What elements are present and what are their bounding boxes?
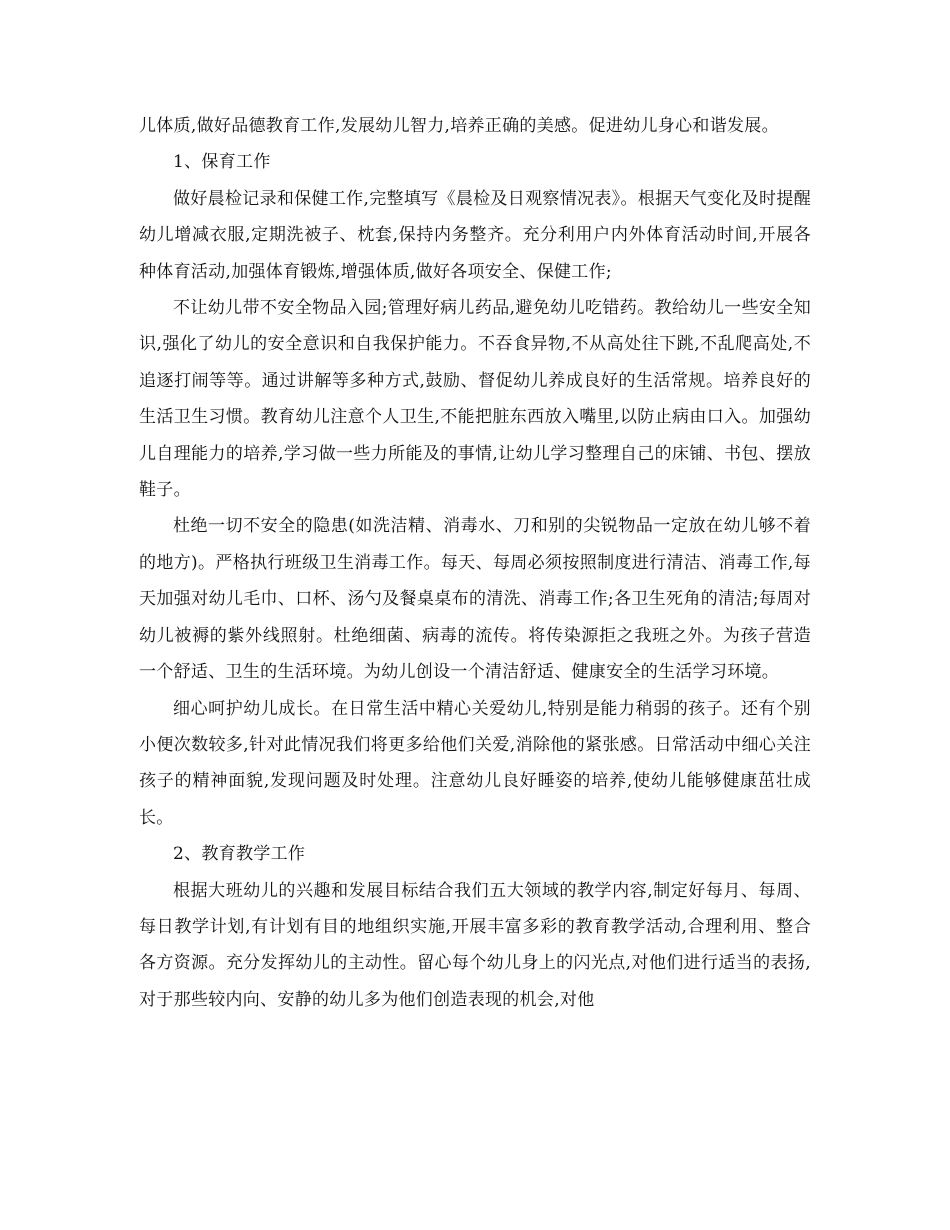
paragraph-teaching-plan: 根据大班幼儿的兴趣和发展目标结合我们五大领域的教学内容,制定好每月、每周、每日教学计划,有计划有目的地组织实施,开展丰富多彩的教育教学活动,合理利用、整合各方资源。充分发挥幼儿的主动性。留心每个幼儿身上的闪光点,对他们进行适当的表扬,对于那些较内向、安静的幼儿多为他们创造表现的机会,对他 bbox=[139, 880, 811, 1010]
paragraph-continuation: 儿体质,做好品德教育工作,发展幼儿智力,培养正确的美感。促进幼儿身心和谐发展。 bbox=[139, 116, 779, 136]
paragraph-morning-check: 做好晨检记录和保健工作,完整填写《晨检及日观察情况表》。根据天气变化及时提醒幼儿增减衣服,定期洗被子、枕套,保持内务整齐。充分利用户内外体育活动时间,开展各种体育活动,加强体育锻炼,增强体质,做好各项安全、保健工作; bbox=[139, 188, 811, 282]
section-heading-childcare: 1、保育工作 bbox=[173, 152, 271, 173]
paragraph-careful-care: 细心呵护幼儿成长。在日常生活中精心关爱幼儿,特别是能力稍弱的孩子。还有个别小便次数较多,针对此情况我们将更多给他们关爱,消除他的紧张感。日常活动中细心关注孩子的精神面貌,发现问题及时处理。注意幼儿良好睡姿的培养,使幼儿能够健康茁壮成长。 bbox=[139, 698, 811, 828]
paragraph-safety-knowledge: 不让幼儿带不安全物品入园;管理好病儿药品,避免幼儿吃错药。教给幼儿一些安全知识,强化了幼儿的安全意识和自我保护能力。不吞食异物,不从高处往下跳,不乱爬高处,不追逐打闹等等。通过讲解等多种方式,鼓励、督促幼儿养成良好的生活常规。培养良好的生活卫生习惯。教育幼儿注意个人卫生,不能把脏东西放入嘴里,以防止病由口入。加强幼儿自理能力的培养,学习做一些力所能及的事情,让幼儿学习整理自己的床铺、书包、摆放鞋子。 bbox=[139, 298, 811, 501]
document-page bbox=[139, 108, 811, 1018]
paragraph-hazard-prevention: 杜绝一切不安全的隐患(如洗洁精、消毒水、刀和别的尖锐物品一定放在幼儿够不着的地方)。严格执行班级卫生消毒工作。每天、每周必须按照制度进行清洁、消毒工作,每天加强对幼儿毛巾、口杯、汤勺及餐桌桌布的清洗、消毒工作;各卫生死角的清洁;每周对幼儿被褥的紫外线照射。杜绝细菌、病毒的流传。将传染源拒之我班之外。为孩子营造一个舒适、卫生的生活环境。为幼儿创设一个清洁舒适、健康安全的生活学习环境。 bbox=[139, 516, 811, 683]
section-heading-education: 2、教育教学工作 bbox=[173, 844, 306, 865]
